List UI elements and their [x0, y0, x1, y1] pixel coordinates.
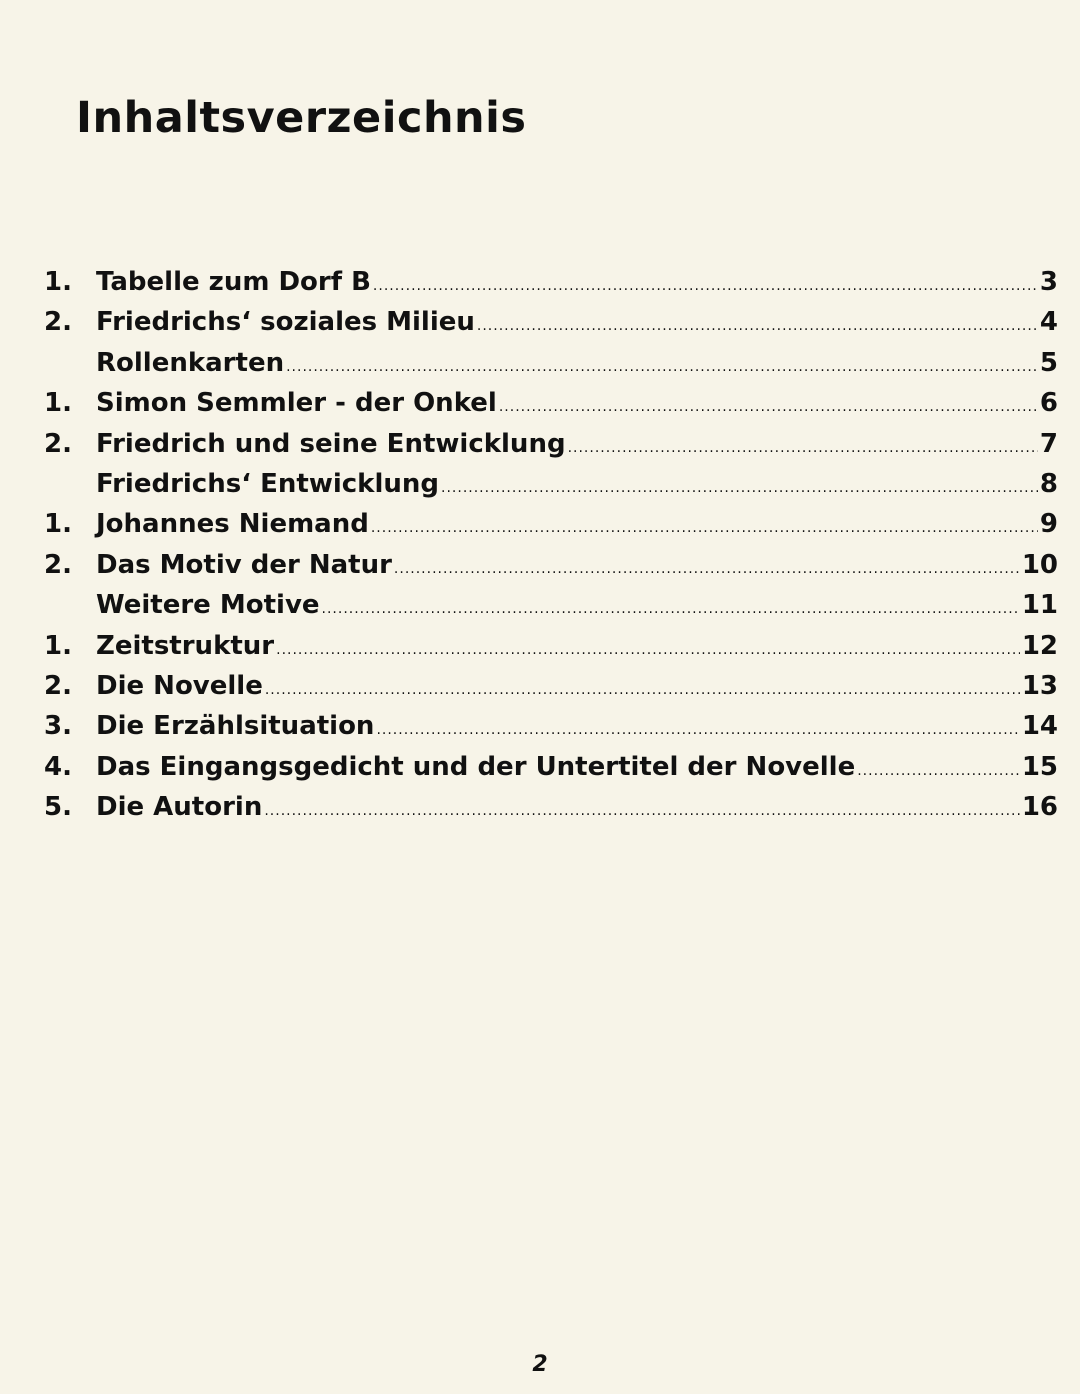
- entry-page: 13: [1021, 670, 1058, 701]
- entry-page: 15: [1021, 751, 1058, 782]
- entry-page: 5: [1039, 347, 1058, 378]
- entry-label: Die Novelle: [96, 670, 263, 701]
- entry-page: 9: [1039, 509, 1058, 540]
- toc-entry[interactable]: [44, 747, 1058, 787]
- dot-leader: [286, 360, 1038, 374]
- entry-page: 4: [1039, 307, 1058, 338]
- dot-leader: [441, 481, 1038, 495]
- entry-label: Zeitstruktur: [96, 630, 275, 661]
- entry-label: Tabelle zum Dorf B: [96, 267, 371, 297]
- toc-entry[interactable]: [44, 262, 1058, 302]
- dot-leader: [477, 319, 1038, 333]
- entry-label: Rollenkarten: [96, 347, 285, 378]
- toc-entry[interactable]: [44, 787, 1058, 827]
- toc-entry[interactable]: [44, 424, 1058, 464]
- entry-label: Die Autorin: [96, 792, 263, 823]
- toc-entry[interactable]: [44, 504, 1058, 544]
- entry-page: 6: [1039, 388, 1058, 419]
- entry-page: 12: [1021, 630, 1058, 661]
- entry-label: Simon Semmler - der Onkel: [96, 388, 497, 419]
- toc-entry[interactable]: [44, 545, 1058, 585]
- entry-label: Friedrich und seine Entwicklung: [96, 428, 566, 459]
- entry-page: 14: [1021, 711, 1058, 742]
- entry-label: Friedrichs‘ soziales Milieu: [96, 307, 475, 338]
- entry-page: 10: [1021, 549, 1058, 580]
- dot-leader: [568, 441, 1038, 455]
- dot-leader: [276, 643, 1020, 657]
- dot-leader: [264, 804, 1019, 818]
- entry-number: 2.: [44, 549, 72, 580]
- entry-number: 1.: [44, 509, 72, 540]
- dot-leader: [376, 723, 1019, 737]
- entry-label: Weitere Motive: [96, 590, 320, 621]
- entry-number: 2.: [44, 428, 72, 459]
- entry-label: Friedrichs‘ Entwicklung: [96, 468, 440, 499]
- entry-page: 16: [1021, 792, 1058, 823]
- table-of-contents: [44, 262, 1058, 827]
- toc-entry[interactable]: [44, 585, 1058, 625]
- entry-page: 8: [1039, 468, 1058, 499]
- entry-page: 7: [1039, 428, 1058, 459]
- dot-leader: [265, 683, 1020, 697]
- toc-entry[interactable]: [44, 464, 1058, 504]
- entry-number: 4.: [44, 751, 72, 782]
- entry-number: 5.: [44, 792, 72, 823]
- entry-number: 2.: [44, 670, 72, 701]
- dot-leader: [857, 764, 1020, 778]
- dot-leader: [322, 602, 1020, 616]
- entry-label: Das Eingangsgedicht und der Untertitel der Novelle: [96, 751, 856, 782]
- page-title: Inhaltsverzeichnis: [76, 92, 527, 143]
- entry-label: Das Motiv der Natur: [96, 549, 392, 580]
- entry-label: Die Erzählsituation: [96, 711, 375, 742]
- entry-number: 1.: [44, 630, 72, 661]
- entry-number: 3.: [44, 711, 72, 742]
- toc-entry[interactable]: [44, 343, 1058, 383]
- dot-leader: [394, 562, 1020, 576]
- entry-page: 11: [1021, 590, 1058, 621]
- page-number: 2: [532, 1352, 548, 1377]
- entry-number: 1.: [44, 388, 72, 419]
- toc-entry[interactable]: [44, 302, 1058, 342]
- entry-label: Johannes Niemand: [96, 509, 369, 540]
- entry-number: 1.: [44, 267, 72, 297]
- toc-entry[interactable]: [44, 383, 1058, 423]
- toc-entry[interactable]: [44, 706, 1058, 746]
- dot-leader: [371, 521, 1038, 535]
- entry-number: 2.: [44, 307, 72, 338]
- toc-entry[interactable]: [44, 626, 1058, 666]
- dot-leader: [373, 279, 1038, 293]
- toc-entry[interactable]: [44, 666, 1058, 706]
- dot-leader: [499, 400, 1038, 414]
- entry-page: 3: [1039, 267, 1058, 297]
